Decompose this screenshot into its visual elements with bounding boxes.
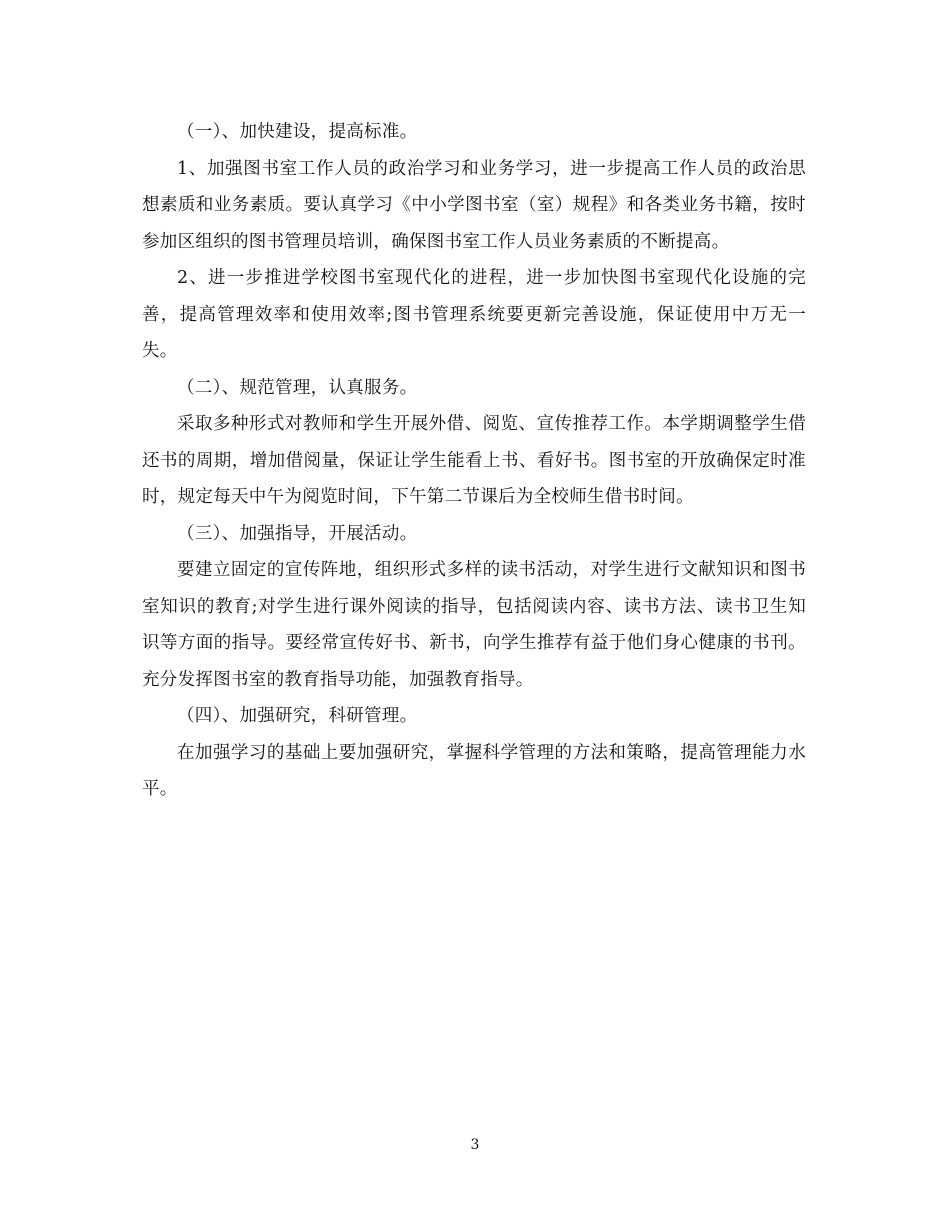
paragraph-activities: 要建立固定的宣传阵地，组织形式多样的读书活动，对学生进行文献知识和图书室知识的教育;对学生进行课外阅读的指导，包括阅读内容、读书方法、读书卫生知识等方面的指导。要经常宣传好书、新书，向学生推荐有益于他们身心健康的书刊。充分发挥图书室的教育指导功能，加强教育指导。 <box>142 560 806 690</box>
section-heading-3: （三）、加强指导，开展活动。 <box>177 523 418 544</box>
paragraph-service: 采取多种形式对教师和学生开展外借、阅览、宣传推荐工作。本学期调整学生借还书的周期，增加借阅量，保证让学生能看上书、看好书。图书室的开放确保定时准时，规定每天中午为阅览时间，下午第二节课后为全校师生借书时间。 <box>142 414 806 507</box>
paragraph-research: 在加强学习的基础上要加强研究，掌握科学管理的方法和策略，提高管理能力水平。 <box>142 742 806 799</box>
paragraph-item-2: 2、进一步推进学校图书室现代化的进程，进一步加快图书室现代化设施的完善，提高管理效率和使用效率;图书管理系统要更新完善设施，保证使用中万无一失。 <box>142 268 806 361</box>
section-heading-2: （二）、规范管理，认真服务。 <box>177 377 418 398</box>
section-heading-1: （一）、加快建设，提高标准。 <box>177 122 418 142</box>
document-body <box>142 114 806 808</box>
page-number: 3 <box>470 1137 480 1153</box>
section-heading-4: （四）、加强研究，科研管理。 <box>177 706 418 726</box>
paragraph-item-1: 1、加强图书室工作人员的政治学习和业务学习，进一步提高工作人员的政治思想素质和业务素质。要认真学习《中小学图书室（室）规程》和各类业务书籍，按时参加区组织的图书管理员培训，确保图书室工作人员业务素质的不断提高。 <box>142 158 806 252</box>
